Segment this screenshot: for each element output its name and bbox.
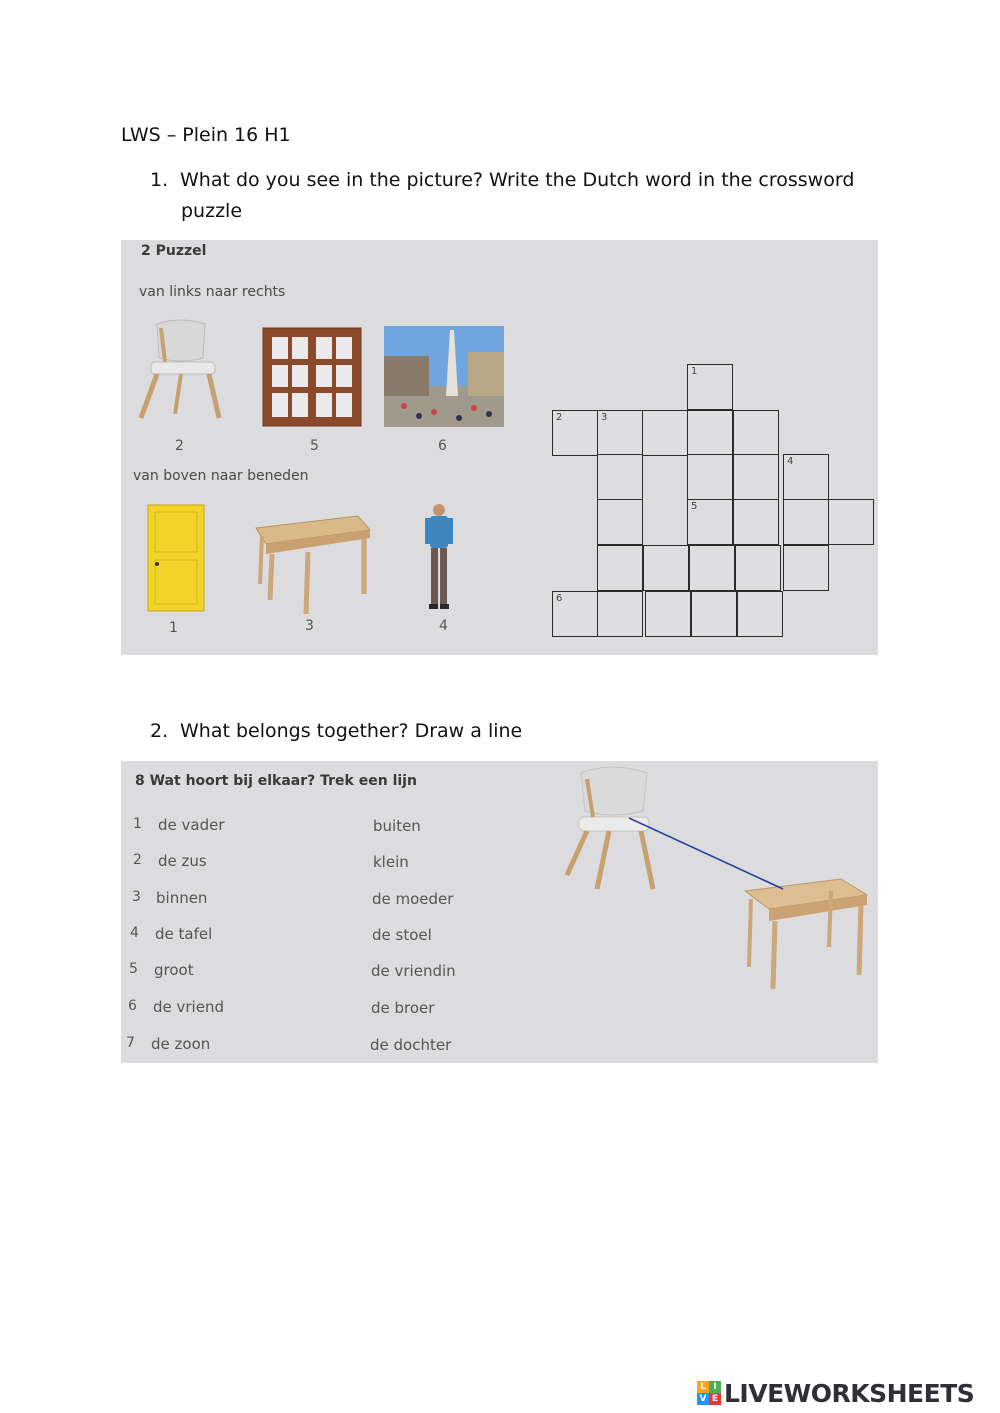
- example-match-line: [121, 761, 878, 1063]
- crossword-cell[interactable]: [552, 410, 598, 456]
- logo-mark-letter: I: [709, 1381, 721, 1393]
- crossword-cell[interactable]: [645, 591, 691, 637]
- crossword-cell[interactable]: [735, 545, 781, 591]
- question-1: [150, 165, 880, 227]
- crossword-cell[interactable]: [597, 410, 643, 456]
- pic-label-man: 4: [439, 618, 448, 634]
- pair-left-word[interactable]: de vader: [158, 816, 225, 834]
- crossword-cell[interactable]: [783, 545, 829, 591]
- pair-number: 3: [132, 889, 141, 905]
- question-1-text-cont: puzzle: [181, 200, 243, 222]
- pair-right-word[interactable]: de stoel: [372, 926, 432, 944]
- pair-right-word[interactable]: de vriendin: [371, 962, 456, 980]
- crossword-cell[interactable]: [691, 591, 737, 637]
- logo-mark-letter: V: [697, 1393, 709, 1405]
- pair-left-word[interactable]: de vriend: [153, 998, 224, 1016]
- pair-left-word[interactable]: de tafel: [155, 925, 213, 943]
- question-2-number: 2.: [150, 720, 169, 742]
- matching-panel: [121, 761, 878, 1063]
- question-2-text: What belongs together? Draw a line: [180, 720, 523, 742]
- chair-icon: [135, 318, 225, 423]
- down-label: van boven naar beneden: [133, 468, 309, 484]
- pair-left-word[interactable]: groot: [154, 961, 194, 979]
- crossword-cell[interactable]: [597, 545, 643, 591]
- crossword-cell[interactable]: [597, 499, 643, 545]
- crossword-cell[interactable]: [687, 454, 733, 500]
- across-label: van links naar rechts: [139, 284, 286, 300]
- crossword-cell[interactable]: [783, 499, 829, 545]
- clue-number: 3: [601, 412, 608, 423]
- pic-label-chair: 2: [175, 438, 184, 454]
- pair-right-word[interactable]: klein: [373, 853, 409, 871]
- pair-left-word[interactable]: binnen: [156, 889, 208, 907]
- city-square-photo: [384, 326, 504, 427]
- door-icon: [147, 504, 207, 614]
- pair-right-word[interactable]: buiten: [373, 817, 421, 835]
- pair-number: 2: [133, 852, 142, 868]
- clue-number: 6: [556, 593, 563, 604]
- crossword-cell[interactable]: [828, 499, 874, 545]
- crossword-cell[interactable]: [597, 591, 643, 637]
- pair-left-word[interactable]: de zoon: [151, 1035, 211, 1053]
- pair-left-word[interactable]: de zus: [158, 852, 207, 870]
- window-icon: [262, 327, 362, 427]
- question-2: [150, 716, 522, 747]
- crossword-cell[interactable]: [642, 410, 688, 456]
- pair-number: 4: [130, 925, 139, 941]
- crossword-cell[interactable]: [783, 454, 829, 500]
- question-1-number: 1.: [150, 169, 169, 191]
- crossword-cell[interactable]: [552, 591, 598, 637]
- puzzle-panel: [121, 240, 878, 655]
- pic-label-window: 5: [310, 438, 319, 454]
- pic-label-city: 6: [438, 438, 447, 454]
- logo-text: LIVEWORKSHEETS: [724, 1378, 975, 1408]
- crossword-cell[interactable]: [733, 454, 779, 500]
- crossword-cell[interactable]: [643, 545, 689, 591]
- liveworksheets-logo: [697, 1376, 974, 1410]
- logo-mark-letter: E: [709, 1393, 721, 1405]
- matching-heading: 8 Wat hoort bij elkaar? Trek een lijn: [135, 773, 417, 789]
- crossword-cell[interactable]: [687, 499, 733, 545]
- crossword-cell[interactable]: [687, 364, 733, 410]
- man-icon: [419, 502, 459, 612]
- crossword-cell[interactable]: [737, 591, 783, 637]
- logo-mark-letter: L: [697, 1381, 709, 1393]
- pair-number: 6: [128, 998, 137, 1014]
- crossword-cell[interactable]: [733, 499, 779, 545]
- doc-title: LWS – Plein 16 H1: [121, 124, 291, 146]
- pair-number: 1: [133, 816, 142, 832]
- crossword-cell[interactable]: [689, 545, 735, 591]
- crossword-cell[interactable]: [733, 410, 779, 456]
- pair-right-word[interactable]: de broer: [371, 999, 435, 1017]
- pic-label-table: 3: [305, 618, 314, 634]
- pair-number: 5: [129, 961, 138, 977]
- crossword-cell[interactable]: [687, 410, 733, 456]
- clue-number: 1: [691, 366, 698, 377]
- question-1-text: What do you see in the picture? Write the Dutch word in the crossword: [180, 169, 855, 191]
- clue-number: 5: [691, 501, 698, 512]
- pair-number: 7: [126, 1035, 135, 1051]
- clue-number: 2: [556, 412, 563, 423]
- clue-number: 4: [787, 456, 794, 467]
- table-icon: [248, 514, 374, 614]
- puzzle-heading: 2 Puzzel: [141, 243, 207, 259]
- pair-right-word[interactable]: de moeder: [372, 890, 454, 908]
- logo-mark-icon: [697, 1381, 721, 1405]
- crossword-cell[interactable]: [597, 454, 643, 500]
- pair-right-word[interactable]: de dochter: [370, 1036, 452, 1054]
- pic-label-door: 1: [169, 620, 178, 636]
